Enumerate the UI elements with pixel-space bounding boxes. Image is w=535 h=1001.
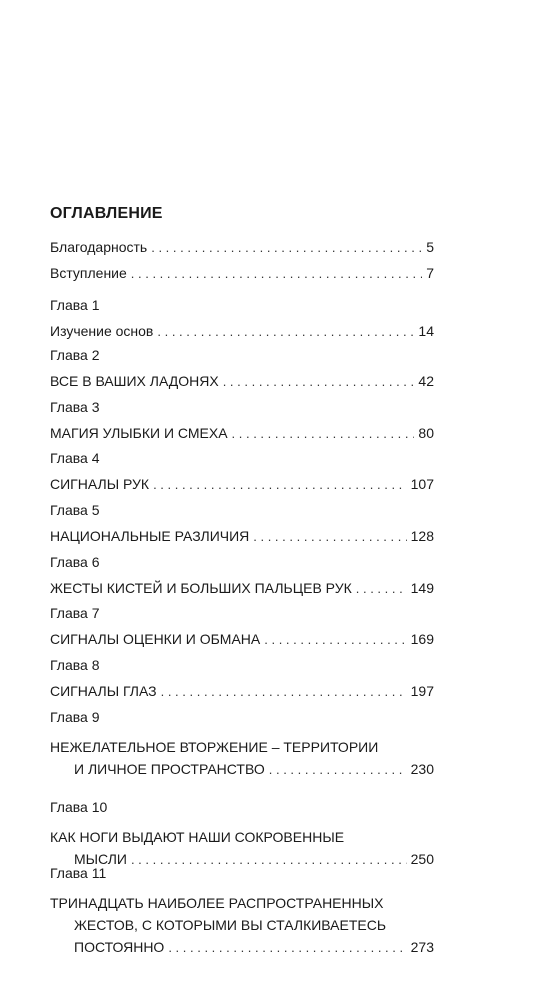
toc-line: [50, 473, 434, 496]
page-number: 5: [426, 239, 434, 255]
page-number: 7: [426, 265, 434, 281]
dot-leader: [232, 423, 415, 445]
chapter-label: Глава 4: [50, 450, 100, 466]
chapter-title: Вступление: [50, 265, 127, 281]
chapter-title: СИГНАЛЫ ОЦЕНКИ И ОБМАНА: [50, 631, 261, 647]
chapter-title: И ЛИЧНОЕ ПРОСТРАНСТВО: [74, 761, 265, 777]
toc-entry: [50, 236, 434, 259]
toc-entry: [50, 551, 434, 600]
page-number: 128: [410, 528, 434, 544]
chapter-title-line: КАК НОГИ ВЫДАЮТ НАШИ СОКРОВЕННЫЕ: [50, 829, 345, 845]
page-number: 107: [410, 476, 434, 492]
dot-leader: [157, 321, 414, 343]
chapter-title: Благодарность: [50, 239, 148, 255]
toc-line: [50, 680, 434, 703]
toc-line: [50, 370, 434, 393]
toc-entry: [50, 862, 434, 959]
chapter-title: МЫСЛИ: [74, 851, 127, 867]
dot-leader: [264, 629, 406, 651]
chapter-label: Глава 7: [50, 605, 100, 621]
chapter-title: ПОСТОЯННО: [74, 939, 165, 955]
chapter-title: СИГНАЛЫ ГЛАЗ: [50, 683, 157, 699]
chapter-label: Глава 3: [50, 399, 100, 415]
toc-line: [50, 262, 434, 285]
page-number: 169: [410, 631, 434, 647]
dot-leader: [223, 371, 415, 393]
dot-leader: [356, 578, 407, 600]
toc-line: [50, 320, 434, 343]
dot-leader: [131, 263, 422, 285]
chapter-label: Глава 10: [50, 799, 108, 815]
toc-heading: ОГЛАВЛЕНИЕ: [50, 205, 163, 222]
chapter-label: Глава 8: [50, 657, 100, 673]
toc-line: [50, 628, 434, 651]
toc-entry: [50, 344, 434, 393]
toc-entry: [50, 706, 434, 781]
dot-leader: [151, 237, 422, 259]
toc-line: [50, 236, 434, 259]
chapter-title: Изучение основ: [50, 323, 154, 339]
chapter-title-line: НЕЖЕЛАТЕЛЬНОЕ ВТОРЖЕНИЕ – ТЕРРИТОРИИ: [50, 739, 379, 755]
toc-line: [50, 936, 434, 959]
chapter-label: Глава 5: [50, 502, 100, 518]
page-number: 230: [410, 761, 434, 777]
chapter-title: ЖЕСТЫ КИСТЕЙ И БОЛЬШИХ ПАЛЬЦЕВ РУК: [50, 580, 352, 596]
page-number: 80: [418, 425, 434, 441]
toc-entry: [50, 602, 434, 651]
toc-line: [50, 525, 434, 548]
chapter-title-line: ТРИНАДЦАТЬ НАИБОЛЕЕ РАСПРОСТРАНЕННЫХ: [50, 895, 384, 911]
dot-leader: [161, 681, 407, 703]
chapter-title: ВСЕ В ВАШИХ ЛАДОНЯХ: [50, 373, 219, 389]
chapter-label: Глава 2: [50, 347, 100, 363]
page-number: 149: [410, 580, 434, 596]
page-number: 42: [418, 373, 434, 389]
chapter-label: Глава 6: [50, 554, 100, 570]
toc-entry: [50, 654, 434, 703]
chapter-title: СИГНАЛЫ РУК: [50, 476, 150, 492]
chapter-title: МАГИЯ УЛЫБКИ И СМЕХА: [50, 425, 228, 441]
toc-entry: [50, 396, 434, 445]
toc-entry: [50, 499, 434, 548]
page-number: 197: [410, 683, 434, 699]
toc-line: [50, 758, 434, 781]
toc-line: [50, 422, 434, 445]
dot-leader: [269, 759, 407, 781]
toc-entry: [50, 447, 434, 496]
page-number: 14: [418, 323, 434, 339]
page-number: 250: [410, 851, 434, 867]
chapter-title-line: ЖЕСТОВ, С КОТОРЫМИ ВЫ СТАЛКИВАЕТЕСЬ: [74, 917, 387, 933]
toc-line: [50, 577, 434, 600]
toc-entry: [50, 796, 434, 871]
chapter-label: Глава 1: [50, 297, 100, 313]
chapter-label: Глава 11: [50, 865, 107, 881]
dot-leader: [253, 526, 406, 548]
chapter-title: НАЦИОНАЛЬНЫЕ РАЗЛИЧИЯ: [50, 528, 250, 544]
chapter-label: Глава 9: [50, 709, 100, 725]
toc-entry: [50, 294, 434, 343]
toc-entry: [50, 262, 434, 285]
dot-leader: [153, 474, 407, 496]
dot-leader: [168, 937, 406, 959]
page-number: 273: [410, 939, 434, 955]
